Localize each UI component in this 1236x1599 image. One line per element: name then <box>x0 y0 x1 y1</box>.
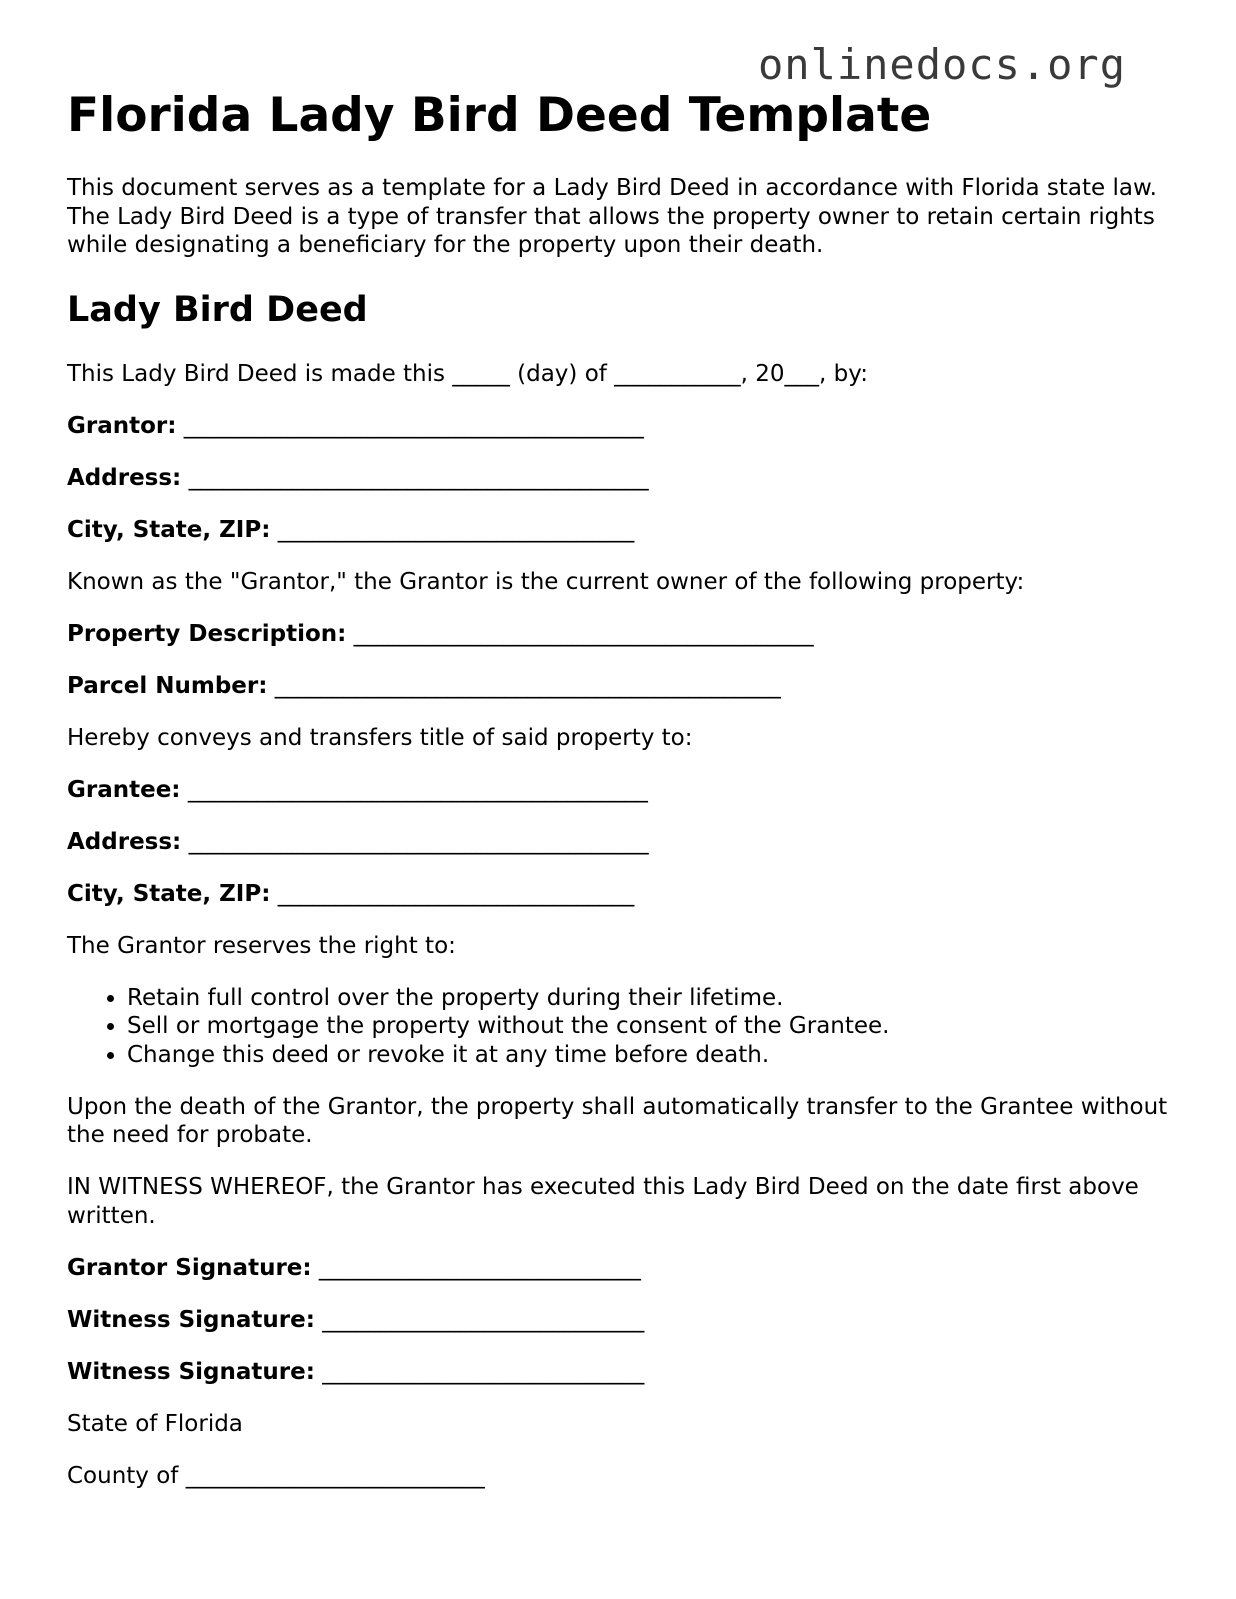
witness-signature-field-1[interactable] <box>67 1306 1177 1335</box>
property-description-field[interactable] <box>67 620 1177 649</box>
document-page <box>67 88 1177 1490</box>
made-this-line: This Lady Bird Deed is made this _____ (day) of ___________, 20___, by: <box>67 360 868 387</box>
grantee-address-field[interactable] <box>67 828 1177 857</box>
grantor-signature-blank[interactable]: ____________________________ <box>318 1254 641 1281</box>
conveys-line: Hereby conveys and transfers title of said property to: <box>67 724 693 751</box>
county-line[interactable]: County of __________________________ <box>67 1462 485 1489</box>
grantor-city-label: City, State, ZIP: <box>67 516 271 543</box>
grantee-label: Grantee: <box>67 776 181 803</box>
property-description-blank[interactable]: ________________________________________ <box>353 620 814 647</box>
rights-list <box>67 984 1177 1070</box>
grantor-city-field[interactable] <box>67 516 1177 545</box>
list-item: • Sell or mortgage the property without the consent of the Grantee. <box>127 1012 1177 1041</box>
property-description-label: Property Description: <box>67 620 347 647</box>
grantee-city-blank[interactable]: _______________________________ <box>277 880 635 907</box>
upon-death-paragraph: Upon the death of the Grantor, the property shall automatically transfer to the Grantee without the need for probate. <box>67 1093 1168 1148</box>
grantee-city-field[interactable] <box>67 880 1177 909</box>
witness-signature-label-2: Witness Signature: <box>67 1358 315 1385</box>
grantee-field[interactable] <box>67 776 1177 805</box>
list-item: • Retain full control over the property during their lifetime. <box>127 984 1177 1013</box>
grantor-field[interactable] <box>67 412 1177 441</box>
reserves-line: The Grantor reserves the right to: <box>67 932 456 959</box>
grantee-city-label: City, State, ZIP: <box>67 880 271 907</box>
known-as-line: Known as the "Grantor," the Grantor is the current owner of the following property: <box>67 568 1025 595</box>
grantor-address-blank[interactable]: ________________________________________ <box>188 464 649 491</box>
witness-signature-blank-2[interactable]: ____________________________ <box>322 1358 645 1385</box>
grantee-address-label: Address: <box>67 828 182 855</box>
grantor-city-blank[interactable]: _______________________________ <box>277 516 635 543</box>
parcel-number-blank[interactable]: ____________________________________________ <box>274 672 781 699</box>
grantor-blank[interactable]: ________________________________________ <box>183 412 644 439</box>
list-item: • Change this deed or revoke it at any time before death. <box>127 1041 1177 1070</box>
grantee-address-blank[interactable]: ________________________________________ <box>188 828 649 855</box>
watermark: onlinedocs.org <box>758 40 1127 89</box>
grantor-address-label: Address: <box>67 464 182 491</box>
grantor-signature-field[interactable] <box>67 1254 1177 1283</box>
grantor-address-field[interactable] <box>67 464 1177 493</box>
witness-signature-label-1: Witness Signature: <box>67 1306 315 1333</box>
intro-paragraph: This document serves as a template for a Lady Bird Deed in accordance with Florida state law. The Lady Bird Deed is a type of transfer that allows the property owner to retain certain rights while designating a beneficiary for the property upon their death. <box>67 175 1157 258</box>
state-line: State of Florida <box>67 1410 243 1437</box>
grantor-label: Grantor: <box>67 412 177 439</box>
grantor-signature-label: Grantor Signature: <box>67 1254 312 1281</box>
witness-signature-field-2[interactable] <box>67 1358 1177 1387</box>
document-title: Florida Lady Bird Deed Template <box>67 88 932 143</box>
parcel-number-label: Parcel Number: <box>67 672 268 699</box>
grantee-blank[interactable]: ________________________________________ <box>187 776 648 803</box>
parcel-number-field[interactable] <box>67 672 1177 701</box>
witness-whereof-paragraph: IN WITNESS WHEREOF, the Grantor has executed this Lady Bird Deed on the date first above written. <box>67 1174 1139 1229</box>
witness-signature-blank-1[interactable]: ____________________________ <box>322 1306 645 1333</box>
section-heading: Lady Bird Deed <box>67 289 368 330</box>
